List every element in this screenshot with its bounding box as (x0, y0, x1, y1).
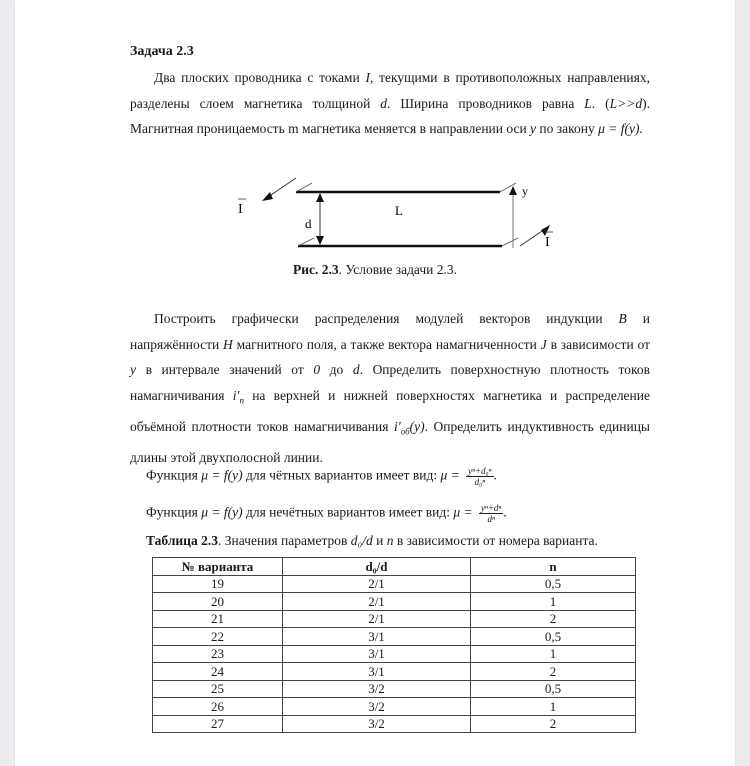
header-variant: № варианта (153, 558, 283, 576)
var-L: L (584, 95, 592, 111)
cell-d0-over-d: 3/2 (283, 698, 471, 716)
cell-variant: 21 (153, 610, 283, 628)
text: . Определить индуктивность единицы длины этой двухполосной линии. (130, 418, 650, 465)
table-row (153, 628, 636, 646)
var-y: y (130, 362, 136, 377)
variants-table (152, 557, 636, 733)
text: . ( (591, 95, 610, 111)
text: в интервале значений от (136, 362, 314, 377)
current-arrow-left (262, 178, 296, 201)
caption-label: Рис. 2.3 (292, 262, 339, 277)
cell-d0-over-d: 2/1 (283, 610, 471, 628)
thickness-dimension (316, 193, 324, 245)
cell-d0-over-d: 3/1 (283, 628, 471, 646)
text: Построить графически распределения модулей векторов индукции (154, 311, 619, 326)
text: и напряжённости (130, 311, 650, 352)
cell-d0-over-d: 3/1 (283, 663, 471, 681)
text: и (372, 533, 387, 548)
bottom-conductor-edge-right (502, 238, 518, 246)
text: . (493, 467, 497, 483)
mu-symbol: μ = (440, 467, 460, 483)
y-axis-label: y (522, 184, 528, 198)
cell-variant: 20 (153, 593, 283, 611)
cell-d0-over-d: 3/2 (283, 680, 471, 698)
cell-variant: 22 (153, 628, 283, 646)
table-row (153, 715, 636, 733)
cell-n: 2 (471, 610, 636, 628)
fraction (479, 503, 503, 524)
var-d0-over-d: d₀/d (350, 533, 373, 548)
cell-n: 0,5 (471, 628, 636, 646)
thickness-label: d (305, 216, 312, 231)
cell-variant: 26 (153, 698, 283, 716)
figure-caption (0, 262, 750, 278)
cell-variant: 25 (153, 680, 283, 698)
symbol: i′ (394, 418, 401, 434)
cell-n: 1 (471, 593, 636, 611)
var-d: d (352, 362, 360, 377)
var-J: J (540, 336, 547, 352)
formula: μ = f(y) (201, 504, 243, 520)
cell-n: 0,5 (471, 575, 636, 593)
header-d0-over-d: d₀/d (283, 558, 471, 576)
volume-current-density (394, 418, 425, 437)
var-B: B (618, 311, 627, 326)
current-label-left: I (238, 202, 243, 217)
var-y: y (530, 121, 537, 136)
text: Два плоских проводника с токами (154, 70, 366, 85)
text: до (320, 362, 353, 377)
text: . Ширина проводников равна (387, 95, 585, 111)
cell-n: 2 (471, 663, 636, 681)
fraction (466, 466, 493, 487)
cell-n: 0,5 (471, 680, 636, 698)
subscript: п (239, 395, 244, 406)
var-zero: 0 (313, 362, 321, 377)
text: магнитного поля, а также вектора намагниченности (232, 336, 541, 352)
cell-n: 2 (471, 715, 636, 733)
table-row (153, 593, 636, 611)
text: в зависимости от (546, 336, 650, 352)
argument: (y) (409, 418, 425, 434)
text: ). Магнитная проницаемость m магнетика меняется в направлении оси (130, 95, 650, 136)
table-row (153, 575, 636, 593)
text: . Значения параметров (217, 533, 351, 548)
header-n: n (471, 558, 636, 576)
formula: μ = f(y) (201, 467, 243, 483)
cell-variant: 27 (153, 715, 283, 733)
text: по закону (536, 121, 599, 136)
caption-text: . Условие задачи 2.3. (338, 262, 458, 277)
top-conductor-edge-left (296, 183, 312, 192)
text: . (503, 504, 507, 520)
cell-variant: 24 (153, 663, 283, 681)
table-row (153, 645, 636, 663)
denominator: dⁿ (487, 514, 495, 524)
mu-symbol: μ = (453, 504, 473, 520)
numerator: yⁿ+dⁿ (481, 503, 502, 513)
cell-d0-over-d: 2/1 (283, 575, 471, 593)
text: . Определить поверхностную плотность токов намагничивания (130, 362, 650, 403)
figure-2-3 (0, 0, 750, 290)
var-n: n (386, 533, 394, 548)
table-row (153, 610, 636, 628)
text: для нечётных вариантов имеет вид: (242, 504, 454, 520)
denominator: d₀ⁿ (474, 477, 486, 487)
function-odd (146, 503, 507, 524)
cell-n: 1 (471, 698, 636, 716)
table-row (153, 680, 636, 698)
length-label: L (395, 203, 403, 218)
text: Функция (146, 504, 202, 520)
current-label-right: I (545, 235, 550, 250)
numerator: yⁿ+d₀ⁿ (468, 466, 492, 476)
task-title: Задача 2.3 (130, 44, 194, 59)
cell-d0-over-d: 3/1 (283, 645, 471, 663)
var-I: I (365, 70, 370, 85)
law-formula: μ = f(y). (598, 121, 643, 136)
symbol: i′ (232, 387, 240, 403)
var-L-gg-d: L>>d (609, 95, 643, 111)
var-H: H (223, 336, 233, 352)
table-header-row (153, 558, 636, 576)
cell-variant: 23 (153, 645, 283, 663)
text: на верхней и нижней поверхностях магнетика и распределение объёмной плотности токов намагничивания (130, 387, 650, 434)
subscript: об (400, 426, 410, 437)
text: в зависимости от номера варианта. (393, 533, 598, 548)
cell-d0-over-d: 2/1 (283, 593, 471, 611)
surface-current-density (232, 387, 244, 406)
text: для чётных вариантов имеет вид: (242, 467, 441, 483)
task-instructions (130, 306, 650, 470)
cell-d0-over-d: 3/2 (283, 715, 471, 733)
caption-label: Таблица 2.3 (146, 533, 218, 548)
text: , текущими в противоположных направлениях, разделены слоем магнетика толщиной (130, 70, 650, 111)
table-caption (146, 533, 598, 549)
var-d: d (380, 95, 388, 111)
cell-n: 1 (471, 645, 636, 663)
cell-variant: 19 (153, 575, 283, 593)
table-row (153, 663, 636, 681)
text: Функция (146, 467, 202, 483)
function-even (146, 466, 497, 487)
table-row (153, 698, 636, 716)
